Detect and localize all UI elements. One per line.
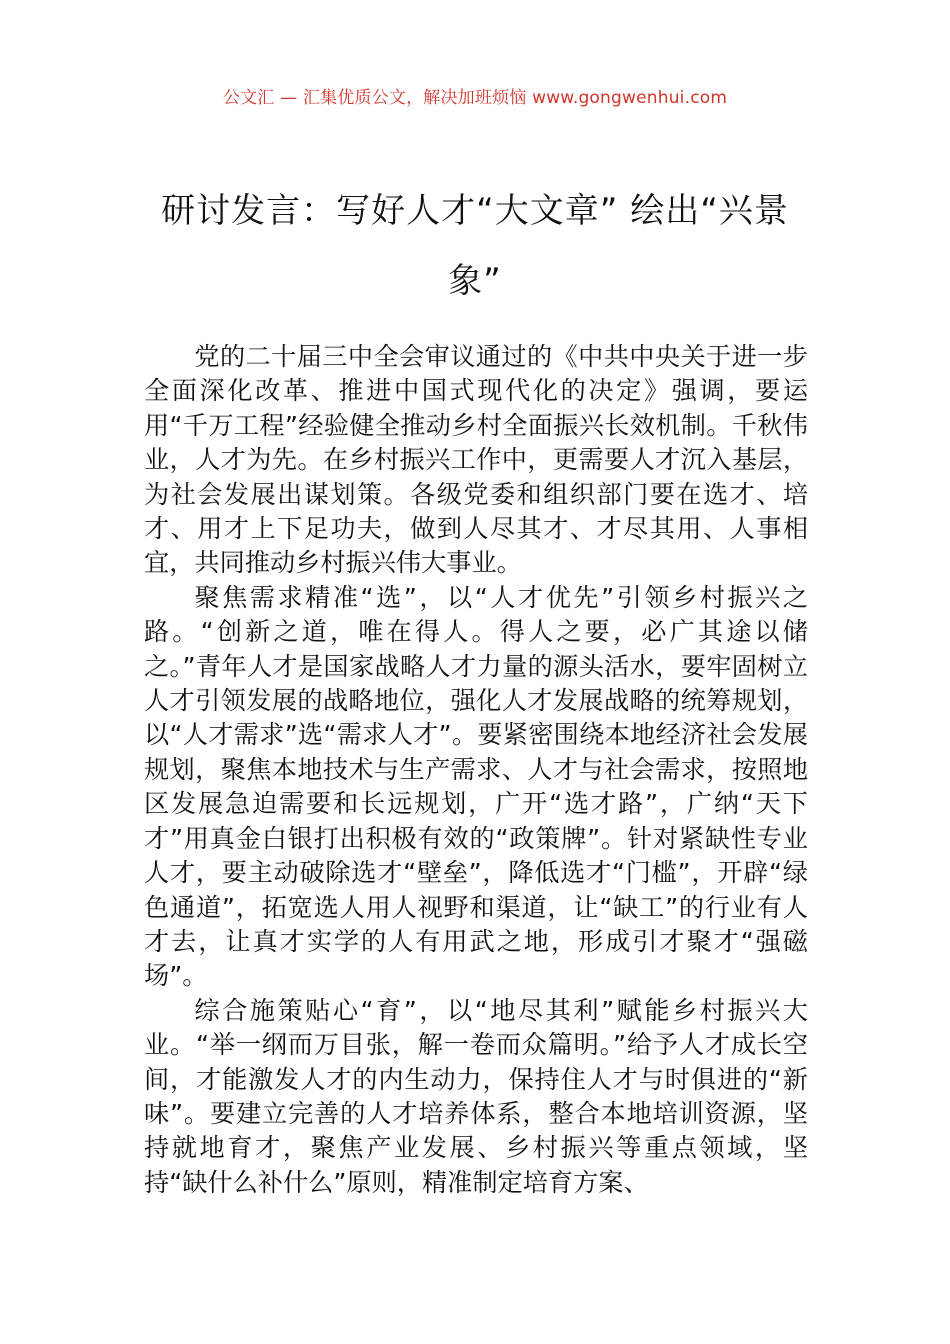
watermark-header: 公文汇 — 汇集优质公文，解决加班烦恼 www.gongwenhui.com: [222, 88, 728, 108]
document-body: [144, 340, 808, 1200]
paragraph-cultivate: 综合施策贴心“育”，以“地尽其利”赋能乡村振兴大业。“举一纲而万目张，解一卷而众篇明。”给予人才成长空间，才能激发人才的内生动力，保持住人才与时俱进的“新味”。要建立完善的人才培养体系，整合本地培训资源，坚持就地育才，聚焦产业发展、乡村振兴等重点领域，坚持“缺什么补什么”原则，精准制定培育方案、: [144, 995, 808, 1197]
paragraph-select: 聚焦需求精准“选”，以“人才优先”引领乡村振兴之路。“创新之道，唯在得人。得人之要，必广其途以储之。”青年人才是国家战略人才力量的源头活水，要牢固树立人才引领发展的战略地位，强化人才发展战略的统筹规划，以“人才需求”选“需求人才”。要紧密围绕本地经济社会发展规划，聚焦本地技术与生产需求、人才与社会需求，按照地区发展急迫需要和长远规划，广开“选才路”，广纳“天下才”用真金白银打出积极有效的“政策牌”。针对紧缺性专业人才，要主动破除选才“壁垒”，降低选才“门槛”，开辟“绿色通道”，拓宽选人用人视野和渠道，让“缺工”的行业有人才去，让真才实学的人有用武之地，形成引才聚才“强磁场”。: [144, 582, 808, 991]
paragraph-intro: 党的二十届三中全会审议通过的《中共中央关于进一步全面深化改革、推进中国式现代化的决定》强调，要运用“千万工程”经验健全推动乡村全面振兴长效机制。千秋伟业，人才为先。在乡村振兴工作中，更需要人才沉入基层，为社会发展出谋划策。各级党委和组织部门要在选才、培才、用才上下足功夫，做到人尽其才、才尽其用、人事相宜，共同推动乡村振兴伟大事业。: [144, 342, 808, 578]
document-title: 研讨发言：写好人才“大文章” 绘出“兴景象”: [161, 191, 789, 301]
